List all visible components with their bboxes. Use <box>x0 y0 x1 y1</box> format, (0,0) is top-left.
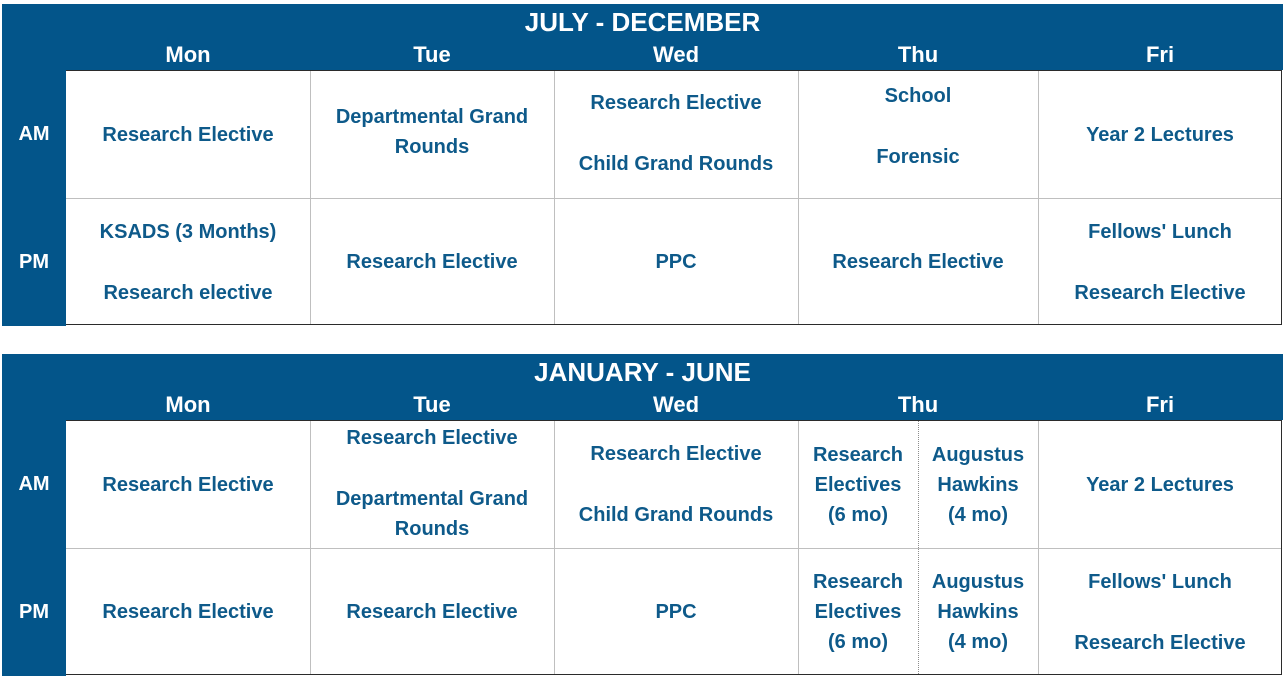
activity: Research Elective <box>346 427 518 449</box>
day-header-mon: Mon <box>165 392 211 417</box>
activity: Research Electives (6 mo) <box>812 443 904 526</box>
day-header-tue: Tue <box>413 392 451 417</box>
cell-am-thu-hawkins <box>918 421 1038 548</box>
activity: Research Elective <box>1074 631 1246 654</box>
cell-am-thu-research <box>798 421 918 548</box>
cell-am-mon <box>66 421 310 548</box>
cell-pm-wed <box>554 199 798 325</box>
activity: Research Elective <box>102 473 274 496</box>
row-label-pm: PM <box>19 251 49 273</box>
schedule-january-june <box>2 354 1283 676</box>
activity: Augustus Hawkins (4 mo) <box>931 571 1025 653</box>
activity: Fellows' Lunch <box>1088 220 1232 243</box>
cell-am-wed <box>554 70 798 197</box>
cell-am-tue <box>310 68 554 195</box>
activity: Year 2 Lectures <box>1086 123 1234 146</box>
day-header-thu: Thu <box>897 392 939 417</box>
activity: Child Grand Rounds <box>578 153 774 175</box>
row-label-pm: PM <box>19 601 49 623</box>
activity: Augustus Hawkins (4 mo) <box>931 443 1025 526</box>
activity: Research Elective <box>102 601 274 623</box>
cell-pm-thu-research <box>798 549 918 675</box>
period-title: JANUARY - JUNE <box>534 357 751 387</box>
activity: Child Grand Rounds <box>578 504 774 526</box>
activity: KSADS (3 Months) <box>99 220 277 243</box>
activity: Research Electives (6 mo) <box>812 571 904 653</box>
row-label-am: AM <box>18 123 50 145</box>
cell-am-tue <box>310 420 554 547</box>
activity: School <box>884 85 952 107</box>
activity: Research Elective <box>590 92 762 114</box>
day-header-wed: Wed <box>652 42 700 67</box>
cell-am-thu <box>798 63 1038 190</box>
day-header-wed: Wed <box>652 392 700 417</box>
activity: Forensic <box>876 146 960 168</box>
cell-pm-tue <box>310 549 554 675</box>
cell-pm-thu <box>798 199 1038 325</box>
day-header-fri: Fri <box>1145 42 1175 67</box>
cell-pm-mon <box>66 549 310 675</box>
period-title: JULY - DECEMBER <box>524 7 761 37</box>
cell-pm-fri <box>1038 199 1282 325</box>
activity: Year 2 Lectures <box>1086 473 1234 496</box>
day-header-mon: Mon <box>165 42 211 67</box>
cell-am-wed <box>554 421 798 548</box>
activity: Research Elective <box>102 123 274 146</box>
cell-pm-mon <box>66 199 310 325</box>
cell-am-fri <box>1038 71 1282 198</box>
cell-pm-fri <box>1038 549 1282 675</box>
activity: Research Elective <box>590 443 762 465</box>
activity: Research Elective <box>346 251 518 273</box>
cell-pm-thu-hawkins <box>918 549 1038 675</box>
activity: Research elective <box>103 281 273 304</box>
cell-am-mon <box>66 71 310 198</box>
activity: Departmental Grand Rounds <box>335 105 529 158</box>
schedule-july-december <box>2 4 1283 326</box>
day-header-thu: Thu <box>897 42 939 67</box>
activity: Research Elective <box>346 601 518 623</box>
activity: Fellows' Lunch <box>1088 570 1232 593</box>
row-label-am: AM <box>18 473 50 495</box>
activity: PPC <box>655 601 697 623</box>
activity: Research Elective <box>832 251 1004 273</box>
cell-pm-wed <box>554 549 798 675</box>
activity: Research Elective <box>1074 281 1246 304</box>
activity: PPC <box>655 251 697 273</box>
day-header-tue: Tue <box>413 42 451 67</box>
cell-pm-tue <box>310 199 554 325</box>
cell-am-fri <box>1038 421 1282 548</box>
schedule-grid <box>66 70 1282 325</box>
schedule-grid <box>66 420 1282 675</box>
day-header-fri: Fri <box>1145 392 1175 417</box>
activity: Departmental Grand Rounds <box>335 488 529 540</box>
